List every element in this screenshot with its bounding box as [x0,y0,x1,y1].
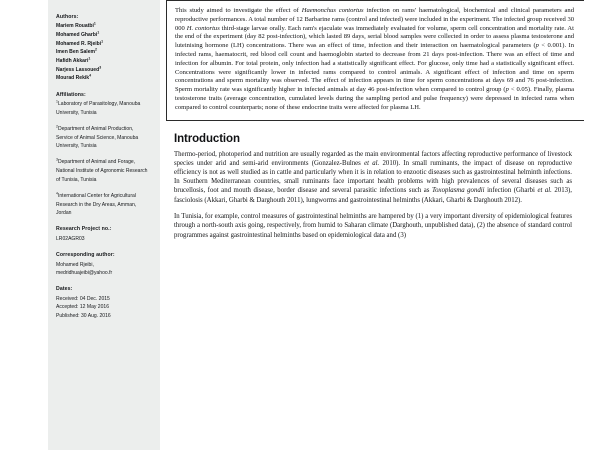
intro-p1-etal-2: et al. [537,187,552,195]
research-project-block [56,225,150,243]
author-affiliation-marker: 1 [101,39,104,44]
affiliation-block-3 [56,158,150,184]
author-name [56,40,150,49]
abstract-species-2: H. contortus [186,24,220,32]
affiliation-text: Department of Animal Production, Service of Animal Science, Manouba University, Tunisia [56,125,139,150]
intro-p1-a: Thermo-period, photoperiod and nutrition are usually regarded as the main environmental factors affecting reproductive performance of livestock species under arid and semi-arid environments (Gonzalez-Bulnes [174,150,572,167]
affiliation-entry [56,158,150,184]
introduction-paragraph-2: In Tunisia, for example, control measures of gastrointestinal helminths are hampered by (1) a very important diversity of epidemiological features through a north-south axis going, respectively, from humid to Saharan climate (Darghouth, unpublished data), (2) the absence of standard control programmes against gastrointestinal helminths based on epidemiological data and (3) [174,213,572,239]
affiliation-entry [56,125,150,151]
author-label: Imen Ben Salem [56,49,95,56]
abstract-part-5: < 0.05). Finally, plasma testosterone traits (average concentration, cumulated levels during the sampling period and pulse frequency) were depressed in infected rams when compared to control counterparts; none of these endocrine traits were affected for plasma LH. [175,86,574,111]
abstract-part-2: infection on rams' haematological, biochemical and clinical parameters and reproductive performances. A total number of 12 Barbarine rams (control and infected) were included in the experiment. The infected group received 30 000 [175,7,574,32]
author-affiliation-marker: 3 [99,65,102,70]
corresponding-author-email[interactable]: medridhuajeibi@yahoo.fr [56,270,113,277]
intro-p1-d: 2013), fasciolosis (Akkari, Gharbi & Darghouth 2011), lungworms and gastrointestinal helminths (Akkari, Gharbi & Darghouth 2012). [174,187,572,204]
author-name [56,22,150,31]
intro-p1-b: 2010). In small ruminants, the impact of disease on reproductive efficiency is not as well studied as in cattle and particularly when it is in relation to enzootic diseases such as gastrointestinal helminth infections. In Southern Mediterranean countries, small ruminants face important health problems with high prevalences of several diseases such as brucellosis, foot and mouth disease, border disease and several parasitic infections such as [174,159,572,195]
affiliation-marker: 2 [56,124,58,129]
intro-p1-species: Toxoplasma gondii [432,187,485,195]
date-accepted: Accepted: 12 May 2016 [56,304,110,311]
author-label: Mourad Rekik [56,75,90,82]
authors-block [56,13,150,83]
intro-p1-etal-1: et al. [364,159,380,167]
author-label: Mohamed R. Rjeibi [56,40,102,47]
author-label: Hafidh Akkari [56,58,89,65]
author-affiliation-marker: 1 [88,56,91,61]
abstract-species-1: Haemonchus contortus [301,7,364,14]
article-metadata-sidebar [48,0,160,450]
affiliations-block [56,91,150,118]
author-name [56,66,150,75]
research-project-heading: Research Project no.: [56,226,112,233]
affiliation-block-4 [56,192,150,218]
research-project-value: LR02AGR03 [56,235,85,242]
affiliation-entry [56,192,150,218]
corresponding-author-heading: Corresponding author: [56,252,115,259]
introduction-heading: Introduction [174,132,240,145]
affiliation-marker: 4 [56,191,58,196]
intro-p1-c: infection (Gharbi [484,187,538,195]
author-label: Narjess Lassoued [56,66,100,73]
affiliation-text: Laboratory of Parasitology, Manouba University, Tunisia [56,101,141,116]
abstract-part-4: < 0.001). In infected rams, haematocrit, red blood cell count and haemoglobin started to decrease from 21 days post-infection. There was an effect of time and infection for albumin. For total protein, only infection had a statistically significant effect. For glucose, only time had a statistically significant effect. Concentrations were significantly lower in infected rams compared to control animals. A significant effect of infection and time on sperm concentrations and sperm mortality was observed. The effect of infection appears in time for sperm concentrations at days 69 and 76 post-infection. Sperm mortality rate was significantly higher in infected animals at day 46 post-infection when compared to control group ( [175,42,575,94]
author-name [56,74,150,83]
author-name [56,48,150,57]
author-affiliation-marker: 1 [97,30,100,35]
introduction-paragraph-1 [174,150,572,205]
affiliation-text: Department of Animal and Forage, National Institute of Agronomic Research of Tunisia, Tunisia [56,159,148,183]
author-name [56,57,150,66]
abstract-part-3: third-stage larvae orally. Each ram's ejaculate was immediately evaluated for volume, sperm cell concentration and mortality rate. At the end of the experiment (day 82 post-infection), which lasted 89 days, serial blood samples were collected in order to assess plasma testosterone and luteinising hormone (LH) concentrations. There was an effect of time, infection and their interaction on haematological parameters ( [175,24,574,50]
corresponding-author-block [56,251,150,278]
date-published: Published: 30 Aug. 2016 [56,313,111,320]
article-main-column [166,0,586,450]
dates-block [56,285,150,320]
authors-heading: Authors: [56,14,79,20]
abstract-text [175,7,574,113]
abstract-part-1: This study aimed to investigate the effect of [175,7,302,14]
affiliations-heading: Affiliations: [56,91,86,98]
author-affiliation-marker: 2 [95,47,97,52]
affiliation-block-2 [56,125,150,151]
affiliation-marker: 1 [56,99,58,104]
page-left-gutter [0,0,48,450]
dates-heading: Dates: [56,286,73,293]
author-affiliation-marker: 1 [93,21,96,26]
author-affiliation-marker: 4 [89,73,92,78]
abstract-p-italic-2: p [505,86,509,94]
date-received: Received: 04 Dec. 2015 [56,295,110,302]
abstract-p-italic-1: p [535,42,539,50]
affiliation-marker: 3 [56,157,58,162]
author-label: Mariem Rouatbi [56,23,94,30]
affiliation-entry [56,100,150,117]
abstract-box [166,0,584,121]
corresponding-author-name: Mohamed Rjeibi, [56,261,94,268]
affiliation-text: International Center for Agricultural Research in the Dry Areas, Amman, Jordan [56,192,137,217]
author-label: Mohamed Gharbi [56,32,98,39]
